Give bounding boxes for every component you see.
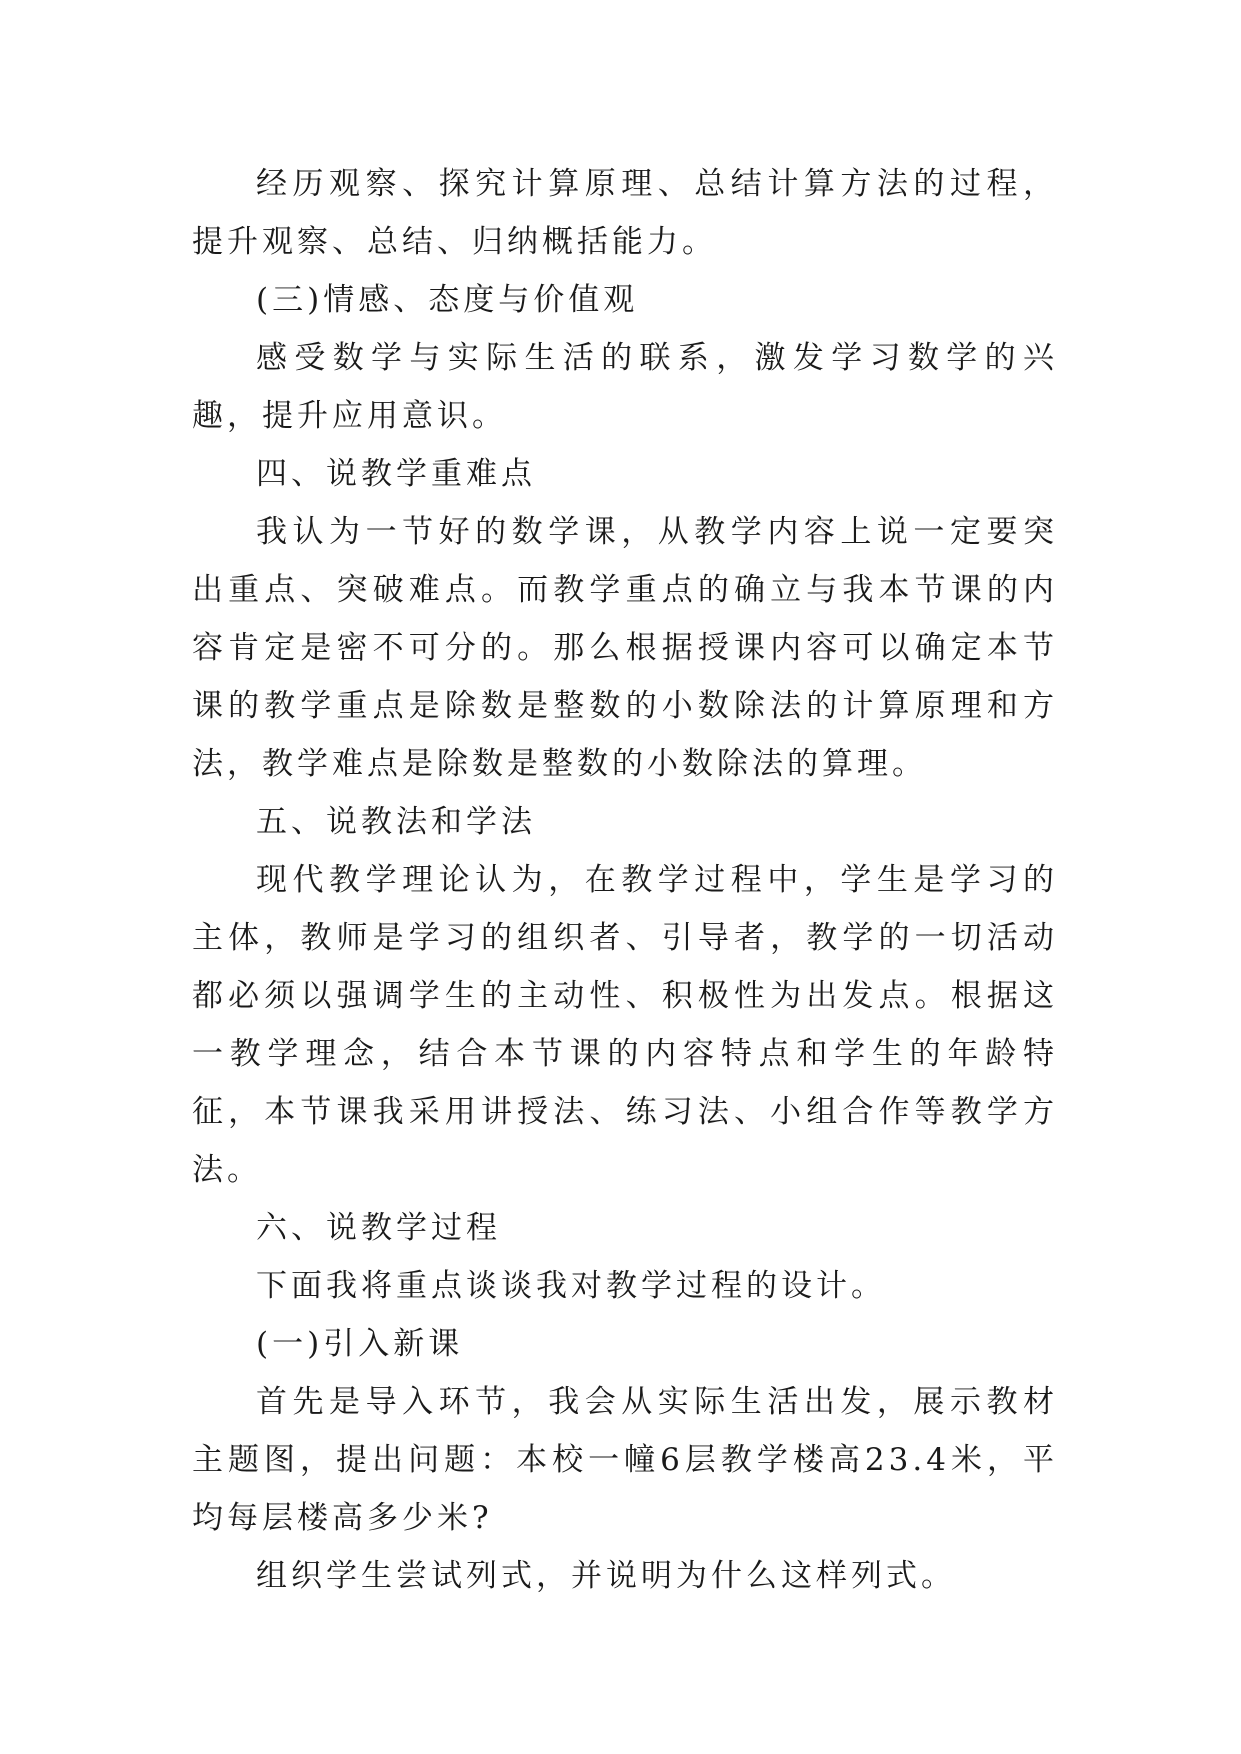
heading-introduce-new-lesson: (一)引入新课 bbox=[256, 1326, 464, 1362]
paragraph-key-difficult-points: 我认为一节好的数学课，从教学内容上说一定要突出重点、突破难点。而教学重点的确立与我本节课的内容肯定是密不可分的。那么根据授课内容可以确定本节课的教学重点是除数是整数的小数除法的计算原理和方法，教学难点是除数是整数的小数除法的算理。 bbox=[192, 514, 1058, 782]
heading-emotion-attitude-values: (三)情感、态度与价值观 bbox=[256, 282, 639, 318]
heading-teaching-process: 六、说教学过程 bbox=[256, 1210, 501, 1246]
paragraph-introduction: 首先是导入环节，我会从实际生活出发，展示教材主题图，提出问题：本校一幢6层教学楼高23.4米，平均每层楼高多少米? bbox=[192, 1384, 1058, 1536]
heading-key-difficult-points: 四、说教学重难点 bbox=[256, 456, 536, 492]
paragraph-teaching-methods: 现代教学理论认为，在教学过程中，学生是学习的主体，教师是学习的组织者、引导者，教学的一切活动都必须以强调学生的主动性、积极性为出发点。根据这一教学理念，结合本节课的内容特点和学生的年龄特征，本节课我采用讲授法、练习法、小组合作等教学方法。 bbox=[192, 862, 1058, 1188]
paragraph-skill-goal: 经历观察、探究计算原理、总结计算方法的过程，提升观察、总结、归纳概括能力。 bbox=[192, 166, 1058, 260]
heading-teaching-methods: 五、说教法和学法 bbox=[256, 804, 536, 840]
document-body bbox=[192, 155, 1058, 1605]
paragraph-process-intro: 下面我将重点谈谈我对教学过程的设计。 bbox=[256, 1268, 886, 1304]
paragraph-student-activity: 组织学生尝试列式，并说明为什么这样列式。 bbox=[256, 1558, 956, 1594]
paragraph-emotion-goal: 感受数学与实际生活的联系，激发学习数学的兴趣，提升应用意识。 bbox=[192, 340, 1058, 434]
